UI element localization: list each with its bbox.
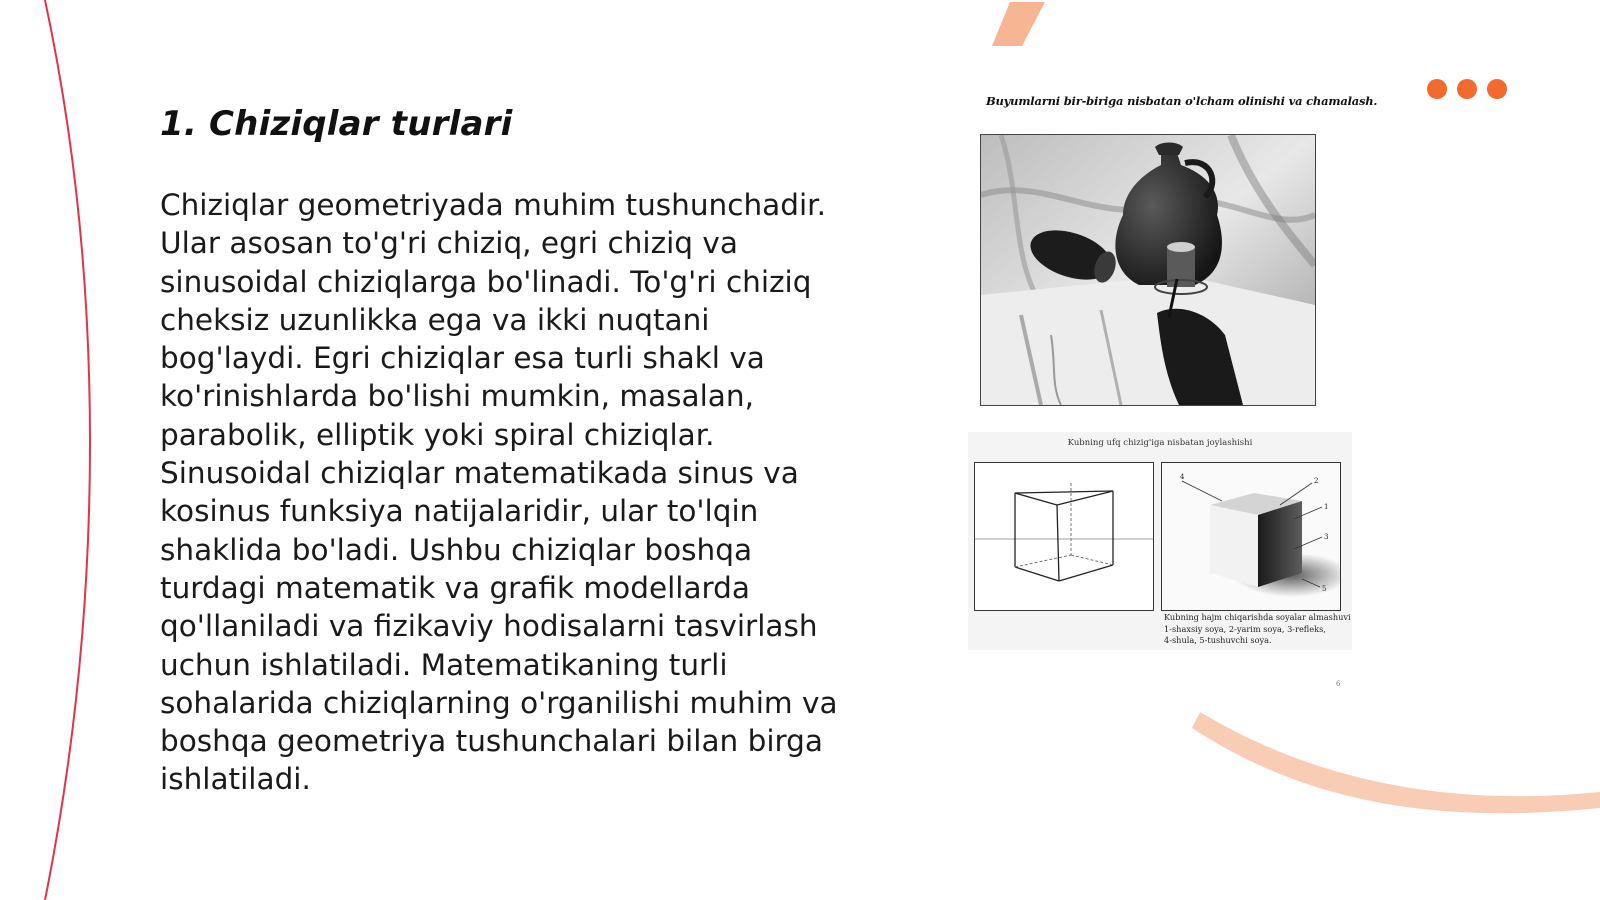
cube-figure-caption: Kubning ufq chizig'iga nisbatan joylashishi [1067,438,1253,448]
bottom-peach-arc [1192,712,1600,813]
cube-shaded-panel [1161,462,1341,611]
cube-figure-area [968,432,1352,650]
left-red-arc [45,0,90,900]
cube-label-2: 2 [1314,477,1319,485]
textbook-figure [946,82,1376,712]
figure-page-number: 6 [1336,680,1341,688]
still-life-drawing [981,135,1315,405]
legend-line-2: 1-shaxsiy soya, 2-yarim soya, 3-refleks, [1164,623,1326,634]
cube-wireframe-panel [974,462,1154,611]
wireframe-cube-drawing [975,463,1153,610]
slide-body-text: Chiziqlar geometriyada muhim tushunchadir. Ular asosan to'g'ri chiziq, egri chiziq va sinusoidal chiziqlarga bo'linadi. To'g'ri chiziq cheksiz uzunlikka ega va ikki nuqtani bog'laydi. Egri chiziqlar esa turli shakl va ko'rinishlarda bo'lishi mumkin, masalan, parabolik, elliptik yoki spiral chiziqlar. Sinusoidal chiziqlar matematikada sinus va kosinus funksiya natijalaridir, ular to'lqin shaklida bo'ladi. Ushbu chiziqlar boshqa turdagi matematik va grafik modellarda qo'llaniladi va fizikaviy hodisalarni tasvirlash uchun ishlatiladi. Matematikaning turli sohalarida chiziqlarning o'rganilishi muhim va boshqa geometriya tushunchalari bilan birga ishlatiladi. [160,188,838,797]
menu-dots-icon [1427,79,1507,99]
figure-top-caption: Buyumlarni bir-biriga nisbatan o'lcham olinishi va chamalash. [986,94,1378,108]
cube-figure-legend [1164,612,1354,647]
cube-label-4: 4 [1180,473,1185,481]
slide-heading: 1. Chiziqlar turlari [160,104,513,144]
cube-label-1: 1 [1324,503,1329,511]
dot-2 [1457,79,1477,99]
dot-1 [1427,79,1447,99]
legend-line-1: Kubning hajm chiqarishda soyalar almashuvi [1164,612,1351,622]
still-life-photo [980,134,1316,406]
dot-3 [1487,79,1507,99]
cube-label-5: 5 [1322,585,1327,593]
legend-line-3: 4-shula, 5-tushuvchi soya. [1164,635,1272,645]
shaded-cube-drawing [1162,463,1340,610]
top-peach-stroke [992,2,1045,46]
cube-label-3: 3 [1324,533,1329,541]
